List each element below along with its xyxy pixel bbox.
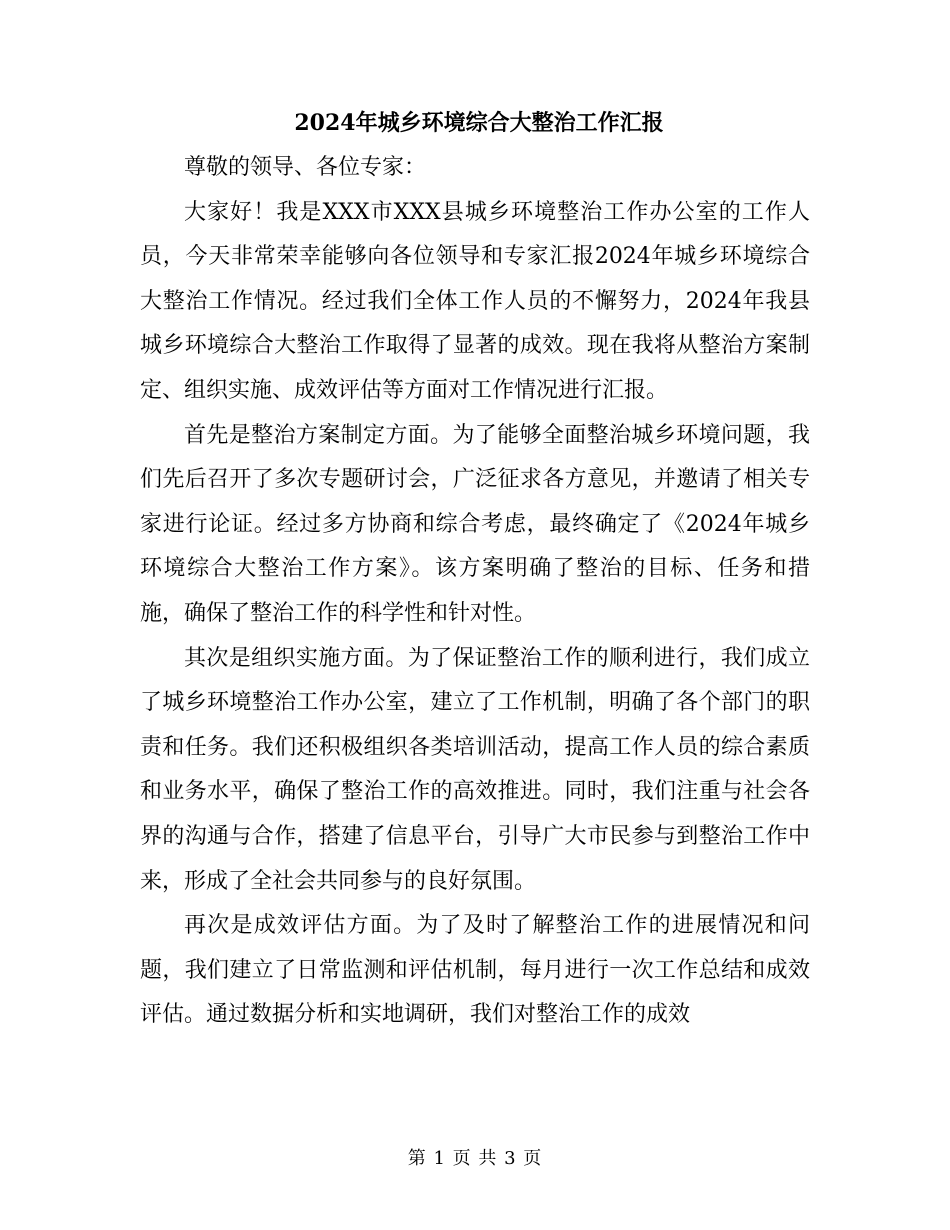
paragraph-evaluation: 再次是成效评估方面。为了及时了解整治工作的进展情况和问题，我们建立了日常监测和评估机制，每月进行一次工作总结和成效评估。通过数据分析和实地调研，我们对整治工作的成效 xyxy=(140,913,810,1028)
paragraph-plan: 首先是整治方案制定方面。为了能够全面整治城乡环境问题，我们先后召开了多次专题研讨会，广泛征求各方意见，并邀请了相关专家进行论证。经过多方协商和综合考虑，最终确定了《2024年城乡环境综合大整治工作方案》。该方案明确了整治的目标、任务和措施，确保了整治工作的科学性和针对性。 xyxy=(140,422,810,626)
document-body xyxy=(140,100,810,1038)
document-title: 2024年城乡环境综合大整治工作汇报 xyxy=(294,110,664,136)
paragraph-implementation: 其次是组织实施方面。为了保证整治工作的顺利进行，我们成立了城乡环境整治工作办公室，建立了工作机制，明确了各个部门的职责和任务。我们还积极组织各类培训活动，提高工作人员的综合素质和业务水平，确保了整治工作的高效推进。同时，我们注重与社会各界的沟通与合作，搭建了信息平台，引导广大市民参与到整治工作中来，形成了全社会共同参与的良好氛围。 xyxy=(140,645,810,894)
salutation: 尊敬的领导、各位专家： xyxy=(184,155,427,180)
paragraph-intro: 大家好！我是XXX市XXX县城乡环境整治工作办公室的工作人员，今天非常荣幸能够向各位领导和专家汇报2024年城乡环境综合大整治工作情况。经过我们全体工作人员的不懈努力，2024年我县城乡环境综合大整治工作取得了显著的成效。现在我将从整治方案制定、组织实施、成效评估等方面对工作情况进行汇报。 xyxy=(140,199,810,403)
page-number-footer: 第 1 页 共 3 页 xyxy=(407,1148,543,1169)
